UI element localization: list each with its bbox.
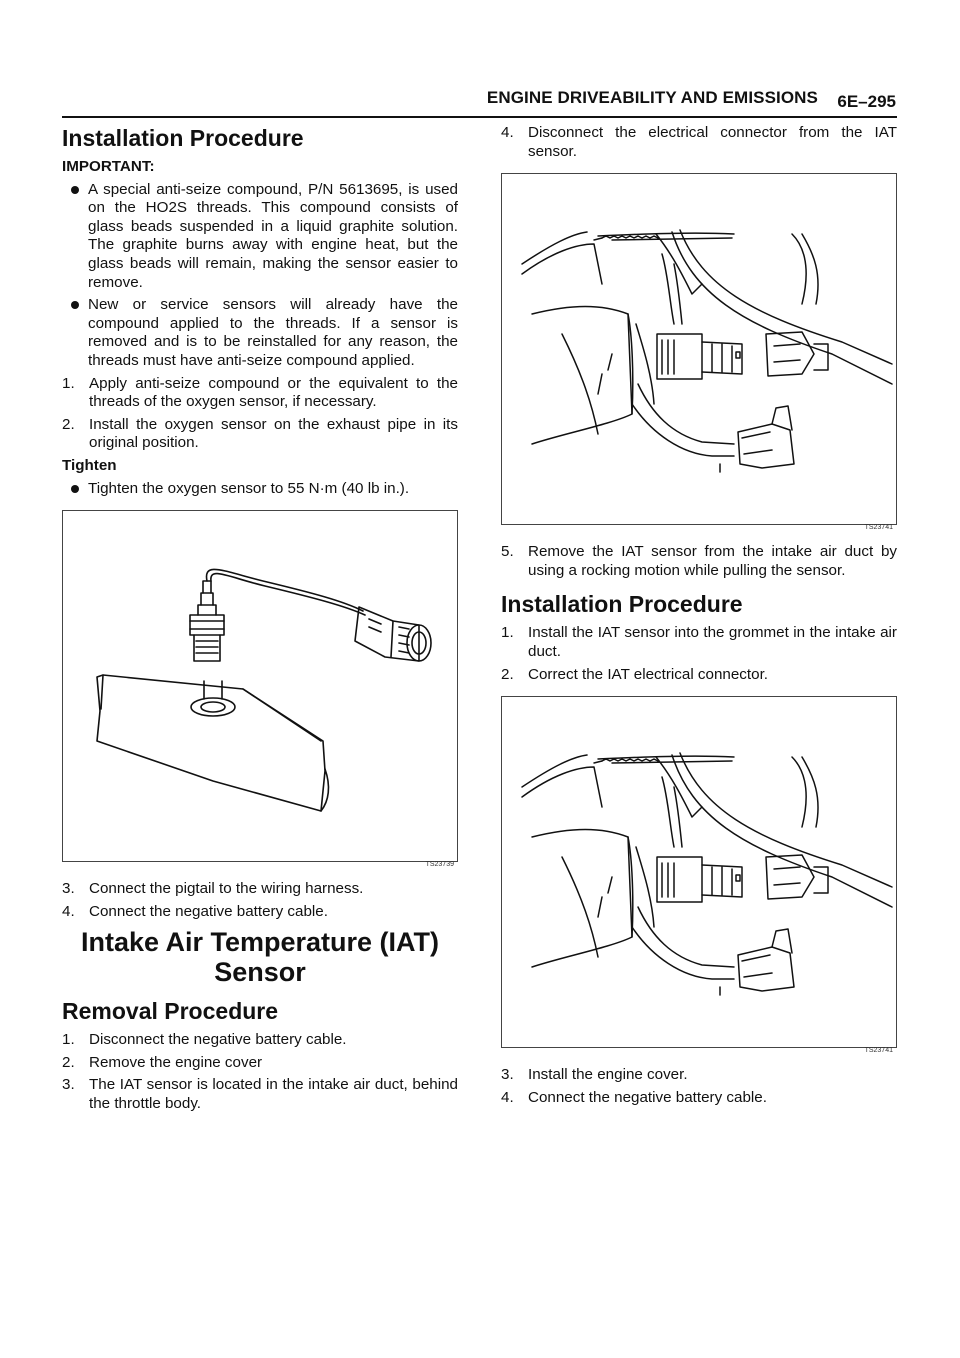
header-rule bbox=[62, 116, 897, 118]
oxygen-sensor-figure bbox=[62, 510, 458, 868]
iat-sensor-figure-2 bbox=[501, 696, 897, 1054]
step-item: 2. Correct the IAT electrical connector. bbox=[501, 665, 769, 683]
bullet-item: Tighten the oxygen sensor to 55 N·m (40 lb in.). bbox=[62, 480, 458, 499]
bullet-icon bbox=[71, 301, 79, 309]
running-header-title: ENGINE DRIVEABILITY AND EMISSIONS bbox=[486, 88, 818, 107]
step-item: 3. Connect the pigtail to the wiring harness. bbox=[62, 880, 364, 898]
removal-procedure-heading: Removal Procedure bbox=[62, 998, 279, 1025]
step-item: 3. The IAT sensor is located in the intake air duct, behind the throttle body. bbox=[62, 1076, 458, 1113]
left-column bbox=[62, 124, 458, 1118]
iat-sensor-figure-1 bbox=[501, 173, 897, 531]
bullet-icon bbox=[71, 485, 79, 493]
step-item: 3. Install the engine cover. bbox=[501, 1066, 688, 1084]
right-column bbox=[501, 124, 897, 1111]
bullet-item: New or service sensors will already have the compound applied to the threads. If a sensor is removed and is to be reinstalled for any reason, the threads must have anti-seize compound applied. bbox=[62, 296, 458, 370]
bullet-item: A special anti-seize compound, P/N 5613695, is used on the HO2S threads. This compound consists of glass beads suspended in a liquid graphite solution. The graphite burns away with engine heat, but the glass beads will remain, making the sensor easier to remove. bbox=[62, 181, 458, 293]
figure-code: TS23741 bbox=[864, 1046, 893, 1054]
iat-sensor-illustration bbox=[502, 174, 896, 524]
page-number: 6E–295 bbox=[837, 92, 896, 111]
oxygen-sensor-illustration bbox=[63, 511, 457, 861]
figure-code: TS23739 bbox=[425, 860, 454, 868]
step-item: 1. Apply anti-seize compound or the equivalent to the threads of the oxygen sensor, if necessary. bbox=[62, 374, 458, 411]
installation-procedure-heading: Installation Procedure bbox=[62, 125, 304, 151]
step-item: 1. Disconnect the negative battery cable. bbox=[62, 1031, 347, 1049]
installation-procedure-heading-2: Installation Procedure bbox=[501, 591, 743, 618]
step-item: 2. Remove the engine cover bbox=[62, 1053, 263, 1071]
step-item: 5. Remove the IAT sensor from the intake air duct by using a rocking motion while pulling the sensor. bbox=[501, 543, 897, 579]
tighten-label: Tighten bbox=[62, 456, 117, 474]
step-item: 2. Install the oxygen sensor on the exhaust pipe in its original position. bbox=[62, 415, 458, 452]
iat-section-title: Intake Air Temperature (IAT) Sensor bbox=[80, 927, 440, 988]
figure-code: TS23741 bbox=[864, 523, 893, 531]
step-item: 1. Install the IAT sensor into the grommet in the intake air duct. bbox=[501, 624, 897, 660]
important-label: IMPORTANT: bbox=[62, 158, 155, 175]
bullet-icon bbox=[71, 186, 79, 194]
step-item: 4. Disconnect the electrical connector from the IAT sensor. bbox=[501, 124, 897, 160]
step-item: 4. Connect the negative battery cable. bbox=[62, 902, 328, 920]
step-item: 4. Connect the negative battery cable. bbox=[501, 1088, 767, 1106]
iat-sensor-illustration bbox=[502, 697, 896, 1047]
